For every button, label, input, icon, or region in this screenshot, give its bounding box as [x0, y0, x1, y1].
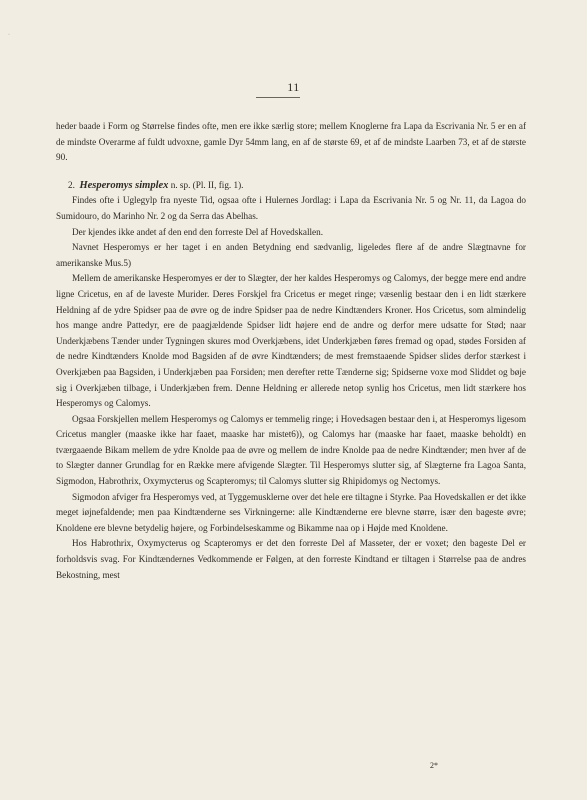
- paragraph: Sigmodon afviger fra Hesperomys ved, at Tyggemusklerne over det hele ere tiltagne i Styrke. Paa Hovedskallen er det ikke meget iøjnefaldende; men paa Kindtænderne ses Virkningerne: alle Kindtænderne ere blevne større, især den bageste øvre; Knoldene ere blevne betydelig højere, og Forbindelseskamme og Bikamme naa op i Højde med Knoldene.: [56, 491, 526, 533]
- paragraph: Ogsaa Forskjellen mellem Hesperomys og Calomys er temmelig ringe; i Hovedsagen bestaar den i, at Hesperomys ligesom Cricetus mangler (maaske ikke har faaet, maaske har mistet6)), og Calomys har (maaske har faaet, maaske beholdt) en tværgaaende Bikam mellem de ydre Knolde paa de øvre og mellem de indre Knolde paa de nedre Kindtænder; men hver af de to Slægter danner Grundlag for en Række mere afvigende Slægter. Til Hesperomys slutter sig, af Slægterne fra Lagoa Santa, Sigmodon, Habrothrix, Oxymycterus og Scapteromys; til Calomys slutter sig Rhipidomys og Nectomys.: [56, 413, 526, 487]
- signature-mark: 2*: [430, 761, 438, 770]
- section-number: 2.: [68, 179, 75, 190]
- body-text: [56, 119, 526, 583]
- paragraph: Mellem de amerikanske Hesperomyes er der to Slægter, der her kaldes Hesperomys og Calomys, der begge mere end andre ligne Cricetus, en af de laveste Murider. Deres Forskjel fra Cricetus er meget ringe; væsenlig bestaar den i en lidt stærkere Heldning af de ydre Spidser paa de øvre og de indre Spidser paa de nedre Kindtænders Kroner. Hos Cricetus, som almindelig hos mange andre Pattedyr, ere de paagjældende Spidser lidt højere end de andre og derfor mere udsatte for Stød; naar Underkjæbens Tænder under Tygningen skures mod Overkjæbens, idet Underkjæben føres fremad og opad, stødes Forsiden af de nedre Kindtænders Knolde mod Bagsiden af de øvre Kindtænders; de mest fremstaaende Spidser slides derfor stærkest i Overkjæben paa Bagsiden, i Underkjæben paa Forsiden; men derefter rette Tænderne sig; Spidserne voxe mod Sliddet og bøje sig i Overkjæben tilbage, i Underkjæben frem. Denne Heldning er allerede netop synlig hos Cricetus, men lidt stærkere hos Hesperomys og Calomys.: [56, 273, 526, 409]
- section-heading-rest: n. sp. (Pl. II, fig. 1).: [168, 179, 244, 190]
- paragraph: heder baade i Form og Størrelse findes ofte, men ere ikke særlig store; mellem Knoglerne fra Lapa da Escrivania Nr. 5 er en af de mindste Overarme af fuldt udvoxne, gamle Dyr 54mm lang, en af de største 69, et af de mindste Laarben 73, et af de største 90.: [56, 121, 526, 163]
- section-heading: [56, 178, 526, 194]
- species-name: Hesperomys simplex: [79, 179, 169, 191]
- page-number: 11: [287, 80, 300, 94]
- paragraph: Der kjendes ikke andet af den end den forreste Del af Hovedskallen.: [72, 226, 324, 237]
- page-number-rule: [256, 97, 300, 98]
- margin-mark: ·: [8, 32, 10, 38]
- paragraph: Navnet Hesperomys er her taget i en anden Betydning end sædvanlig, ligeledes flere af de andre Slægtnavne for amerikanske Mus.5): [56, 242, 526, 268]
- paragraph: Hos Habrothrix, Oxymycterus og Scapteromys er det den forreste Del af Masseter, der er voxet; den bageste Del er forholdsvis svag. For Kindtændernes Vedkommende er Følgen, at den forreste Kindtand er tiltagen i Størrelse paa de andres Bekostning, mest: [56, 538, 526, 580]
- paragraph: Findes ofte i Uglegylp fra nyeste Tid, ogsaa ofte i Hulernes Jordlag: i Lapa da Escrivania Nr. 5 og Nr. 11, da Lagoa do Sumidouro, do Marinho Nr. 2 og da Serra das Abelhas.: [56, 195, 526, 221]
